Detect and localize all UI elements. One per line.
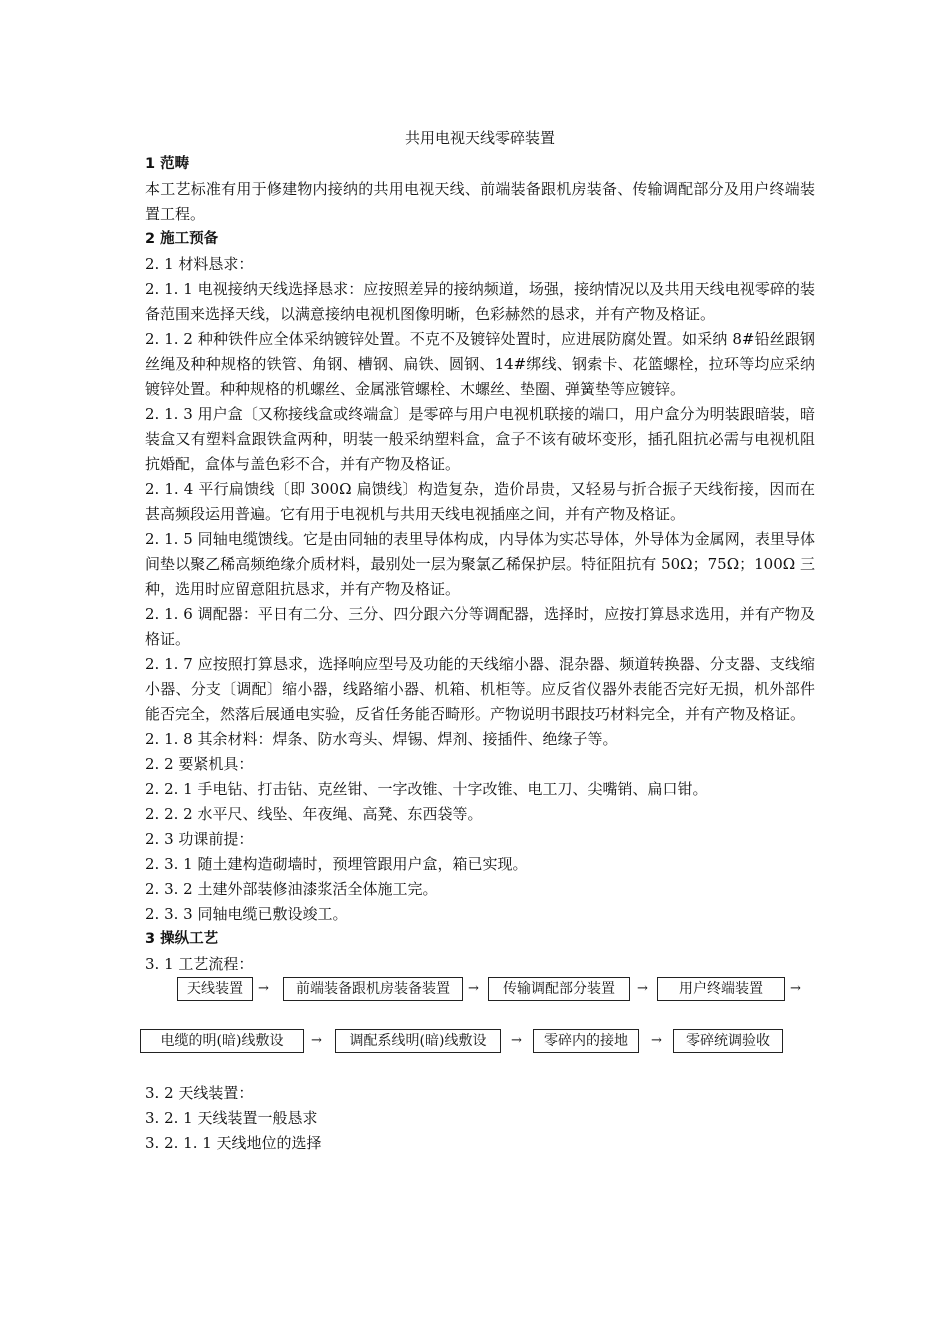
section-1-text: 本工艺标准有用于修建物内接纳的共用电视天线、前端装备跟机房装备、传输调配部分及用户终端装置工程。 [145, 180, 815, 223]
flow-step-user-terminal-install: 用户终端装置 [657, 977, 785, 1001]
flow-arrow: → [790, 981, 801, 996]
flow-arrow: → [258, 981, 269, 996]
process-flowchart [145, 977, 815, 1081]
paragraph-2-3-3: 2. 3. 3 同轴电缆已敷设竣工。 [145, 905, 348, 923]
flow-step-distribution-install: 传输调配部分装置 [488, 977, 630, 1001]
subsection-2-1: 2. 1 材料恳求： [145, 255, 254, 273]
flow-step-antenna-install: 天线装置 [177, 977, 253, 1001]
flow-step-headend-install: 前端装备跟机房装备装置 [283, 977, 463, 1001]
paragraph-2-1-1: 2. 1. 1 电视接纳天线选择恳求：应按照差异的接纳频道，场强，接纳情况以及共用天线电视零碎的装备范围来选择天线，以满意接纳电视机图像明晰，色彩赫然的恳求，并有产物及格证。 [145, 280, 815, 323]
subsection-3-2-1-1: 3. 2. 1. 1 天线地位的选择 [145, 1134, 322, 1152]
flow-arrow: → [311, 1033, 322, 1048]
section-2-heading: 2 施工预备 [145, 231, 219, 247]
paragraph-2-3-1: 2. 3. 1 随土建构造砌墙时，预埋管跟用户盒，箱已实现。 [145, 855, 528, 873]
subsection-3-2: 3. 2 天线装置： [145, 1084, 254, 1102]
subsection-3-2-1: 3. 2. 1 天线装置一般恳求 [145, 1109, 318, 1127]
paragraph-2-1-5: 2. 1. 5 同轴电缆馈线。它是由同轴的表里导体构成，内导体为实芯导体，外导体为金属网，表里导体间垫以聚乙稀高频绝缘介质材料，最别处一层为聚氯乙稀保护层。特征阻抗有 50Ω；75Ω；100Ω 三种，选用时应留意阻抗恳求，并有产物及格证。 [145, 530, 815, 598]
paragraph-2-1-8: 2. 1. 8 其余材料：焊条、防水弯头、焊锡、焊剂、接插件、绝缘子等。 [145, 730, 618, 748]
section-1-heading: 1 范畴 [145, 156, 190, 172]
paragraph-2-1-3: 2. 1. 3 用户盒〔又称接线盒或终端盒〕是零碎与用户电视机联接的端口，用户盒分为明装跟暗装，暗装盒又有塑料盒跟铁盒两种，明装一般采纳塑料盒，盒子不该有破坏变形，插孔阻抗必需与电视机阻抗婚配，盒体与盖色彩不合，并有产物及格证。 [145, 405, 815, 473]
flow-step-system-acceptance: 零碎统调验收 [673, 1029, 783, 1053]
flow-arrow: → [511, 1033, 522, 1048]
paragraph-2-1-7: 2. 1. 7 应按照打算恳求，选择响应型号及功能的天线缩小器、混杂器、频道转换器、分支器、支线缩小器、分支〔调配〕缩小器，线路缩小器、机箱、机柜等。应反省仪器外表能否完好无损，机外部件能否完全，然落后展通电实验，反省任务能否畸形。产物说明书跟技巧材料完全，并有产物及格证。 [145, 655, 815, 723]
paragraph-2-3-2: 2. 3. 2 土建外部装修油漆浆活全体施工完。 [145, 880, 438, 898]
section-3-heading: 3 操纵工艺 [145, 931, 219, 947]
paragraph-2-2-2: 2. 2. 2 水平尺、线坠、年夜绳、高凳、东西袋等。 [145, 805, 483, 823]
paragraph-2-1-2: 2. 1. 2 种种铁件应全体采纳镀锌处置。不克不及镀锌处置时，应进展防腐处置。如采纳 8#铅丝跟钢丝绳及种种规格的铁管、角钢、槽钢、扁铁、圆钢、14#绑线、钢索卡、花篮螺栓，拉环等均应采纳镀锌处置。种种规格的机螺丝、金属涨管螺栓、木螺丝、垫圈、弹簧垫等应镀锌。 [145, 330, 815, 398]
document-title: 共用电视天线零碎装置 [404, 129, 555, 147]
flow-step-grounding: 零碎内的接地 [533, 1029, 639, 1053]
flow-step-cable-laying: 电缆的明(暗)线敷设 [140, 1029, 304, 1053]
flow-arrow: → [468, 981, 479, 996]
paragraph-2-1-4: 2. 1. 4 平行扁馈线〔即 300Ω 扁馈线〕构造复杂，造价昂贵，又轻易与折合振子天线衔接，因而在甚高频段运用普遍。它有用于电视机与共用天线电视插座之间，并有产物及格证。 [145, 480, 815, 523]
paragraph-2-2-1: 2. 2. 1 手电钻、打击钻、克丝钳、一字改锥、十字改锥、电工刀、尖嘴销、扁口钳。 [145, 780, 708, 798]
subsection-2-2: 2. 2 要紧机具： [145, 755, 254, 773]
subsection-2-3: 2. 3 功课前提： [145, 830, 254, 848]
paragraph-2-1-6: 2. 1. 6 调配器：平日有二分、三分、四分跟六分等调配器，选择时，应按打算恳求选用，并有产物及格证。 [145, 605, 815, 648]
subsection-3-1: 3. 1 工艺流程： [145, 955, 254, 973]
flow-arrow: → [637, 981, 648, 996]
flow-arrow: → [651, 1033, 662, 1048]
flow-step-distribution-wiring: 调配系线明(暗)线敷设 [335, 1029, 501, 1053]
document-body [145, 126, 815, 1156]
